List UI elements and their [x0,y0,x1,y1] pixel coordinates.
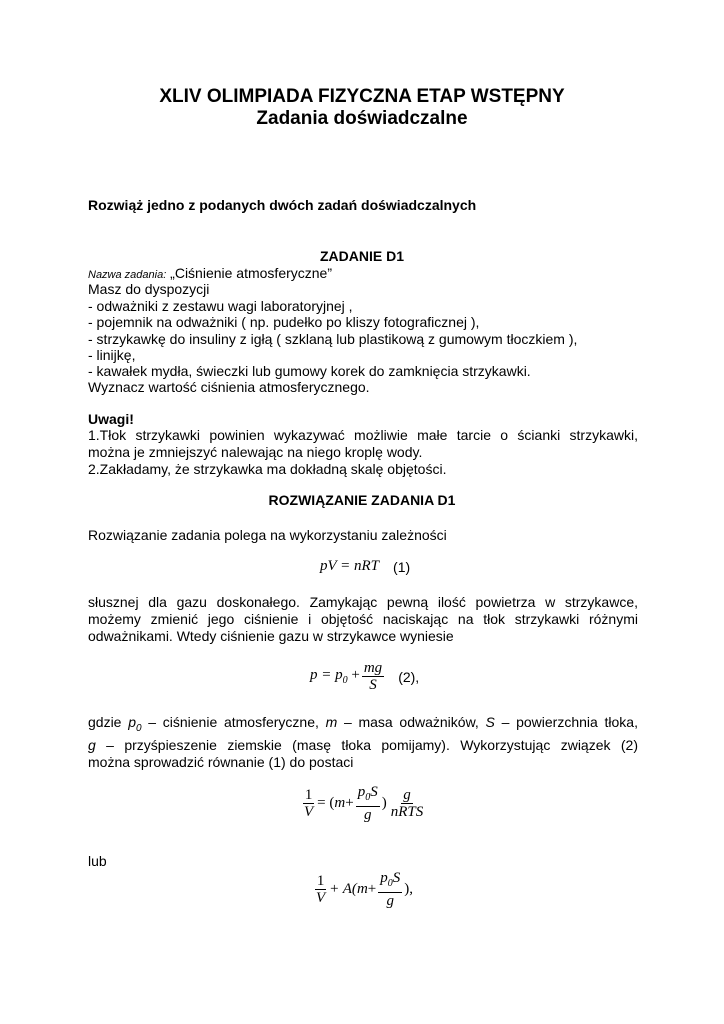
paragraph-2-line-3: można sprowadzić równanie (1) do postaci [88,753,354,770]
paragraph-1 [88,594,638,645]
task-name-label: Nazwa zadania: [88,269,167,281]
equipment-item: - linijkę, [88,347,136,363]
equation-2-p: p = p [310,667,343,683]
equipment-item: - strzykawkę do insuliny z igłą ( szklaną lub plastikową z gumowym tłoczkiem ), [88,331,578,347]
fraction-numerator [356,784,380,807]
symbol-subscript: 0 [135,722,142,734]
equation-4-fraction-1 [314,873,327,906]
equation-4 [312,870,413,909]
solution-intro: Rozwiązanie zadania polega na wykorzystaniu zależności [88,527,447,543]
note-2: 2.Zakładamy, że strzykawka ma dokładną skalę objętości. [88,461,447,477]
equation-1-number: (1) [393,558,411,575]
text-run: – przyśpieszenie ziemskie (masę tłoka pomijamy). Wykorzystując związek (2) [95,736,638,753]
fraction-denominator: V [316,890,326,906]
symbol-m: m [334,795,346,811]
equipment-item: - odważniki z zestawu wagi laboratoryjnej , [88,298,353,314]
available-heading: Masz do dyspozycji [88,281,210,297]
fraction-denominator: g [363,807,372,823]
equation-2-lhs [310,667,360,686]
equation-3-fraction-2 [356,784,380,823]
document-title: XLIV OLIMPIADA FIZYCZNA ETAP WSTĘPNY [159,86,565,107]
paragraph-1-line-1: słusznej dla gazu doskonałego. Zamykając pewną ilość powietrza w strzykawce, [88,594,638,610]
symbol-subscript: 0 [387,878,393,889]
fraction-numerator: g [403,787,411,803]
fraction-denominator: V [304,804,314,820]
equation-2-number: (2), [398,668,420,685]
text-run: gdzie [88,714,129,730]
note-1 [88,427,638,461]
text-run: – ciśnienie atmosferyczne, [141,714,326,730]
equation-2-subscript: 0 [342,675,348,686]
close-paren: ) [381,795,387,811]
symbol-m: m [325,714,338,730]
note-1-line-2: można je zmniejszyć nalewając na niego kroplę wody. [88,444,423,460]
paragraph-2-line-1 [88,714,638,737]
equation-3 [300,784,427,823]
task-goal: Wyznacz wartość ciśnienia atmosferycznego. [88,379,370,395]
equation-1 [320,558,410,575]
note-1-line-1: 1.Tłok strzykawki powinien wykazywać możliwie małe tarcie o ścianki strzykawki, [88,427,638,443]
equation-2-plus: + [347,667,360,683]
instruction-text: Rozwiąż jedno z podanych dwóch zadań doświadczalnych [88,197,477,213]
paragraph-2-line-2 [88,737,638,754]
paragraph-1-line-2: możemy zmienić jego ciśnienie i objętość naciskając na tłok strzykawki różnymi [88,611,638,627]
fraction-numerator: 1 [316,873,325,889]
symbol-S: S [370,784,378,800]
equation-2-denominator: S [369,677,377,693]
plus-sign: + [367,881,377,897]
plus-A-paren: + A( [329,881,357,897]
equation-1-formula: pV = nRT [320,558,380,574]
fraction-numerator [378,870,402,893]
symbol-m: m [356,881,368,897]
document-subtitle: Zadania doświadczalne [256,108,468,129]
symbol-p: p [357,784,366,800]
symbol-p: p [128,714,136,730]
equation-3-fraction-1 [302,787,315,820]
equation-4-fraction-2 [378,870,402,909]
equals-paren: = ( [317,795,335,811]
equation-2-numerator: mg [363,660,383,676]
symbol-subscript: 0 [365,792,371,803]
close-paren: ), [404,881,413,897]
task-name-value: „Ciśnienie atmosferyczne” [170,265,333,281]
symbol-S: S [392,870,401,886]
equipment-item: - kawałek mydła, świeczki lub gumowy korek do zamknięcia strzykawki. [88,363,531,379]
symbol-g: g [88,736,96,753]
notes-heading: Uwagi! [88,411,134,427]
solution-heading: ROZWIĄZANIE ZADANIA D1 [268,492,456,508]
task-heading: ZADANIE D1 [319,248,404,264]
lub-text: lub [88,853,107,869]
paragraph-1-line-3: odważnikami. Wtedy ciśnienie gazu w strzykawce wyniesie [88,628,454,644]
equation-2 [310,660,419,693]
symbol-S: S [485,714,495,730]
fraction-numerator: 1 [304,787,313,803]
plus-sign: + [345,795,354,811]
text-run: – powierzchnia tłoka, [494,714,638,730]
symbol-p: p [380,870,388,886]
text-run: – masa odważników, [337,714,486,730]
equipment-item: - pojemnik na odważniki ( np. pudełko po kliszy fotograficznej ), [88,314,480,330]
equation-2-fraction [362,660,384,693]
fraction-denominator: nRTS [390,804,424,820]
fraction-denominator: g [386,893,394,909]
equation-3-fraction-3 [389,787,426,820]
paragraph-2 [88,714,638,771]
